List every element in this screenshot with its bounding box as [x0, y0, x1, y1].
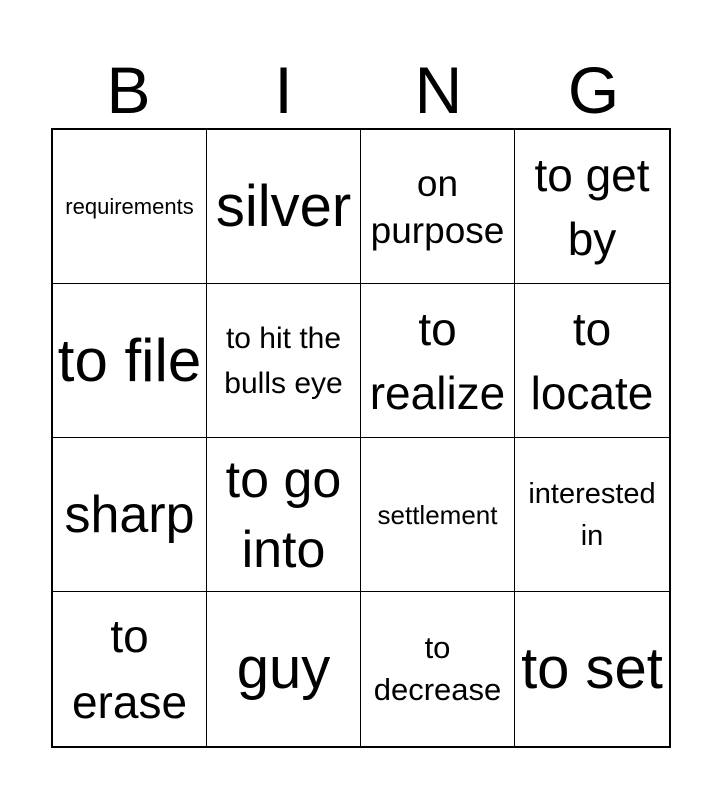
cell-text: to go into — [225, 450, 342, 579]
cell-text: to decrease — [373, 630, 502, 707]
bingo-cell[interactable] — [515, 130, 669, 284]
cell-text: interested in — [528, 477, 656, 552]
bingo-cell[interactable] — [361, 438, 515, 592]
bingo-card-grid — [51, 128, 671, 748]
cell-text: to hit the bulls eye — [224, 321, 343, 400]
cell-text: to locate — [530, 302, 654, 419]
cell-text: on purpose — [370, 162, 505, 251]
bingo-cell[interactable] — [53, 130, 207, 284]
cell-text: to set — [521, 636, 663, 701]
cell-text: silver — [215, 173, 352, 239]
bingo-cell[interactable] — [207, 130, 361, 284]
bingo-cell[interactable] — [361, 592, 515, 746]
bingo-cell[interactable] — [207, 592, 361, 746]
cell-text: sharp — [64, 485, 195, 544]
cell-text: to file — [57, 326, 202, 394]
header-letter-n: N — [414, 53, 463, 127]
bingo-cell[interactable] — [207, 438, 361, 592]
bingo-cell[interactable] — [207, 284, 361, 438]
bingo-cell[interactable] — [53, 284, 207, 438]
cell-text: to realize — [369, 302, 506, 419]
bingo-header — [51, 52, 671, 128]
header-letter-g: G — [567, 53, 620, 127]
bingo-cell[interactable] — [515, 438, 669, 592]
bingo-cell[interactable] — [361, 130, 515, 284]
header-letter-i: I — [274, 53, 293, 127]
bingo-cell[interactable] — [53, 438, 207, 592]
cell-text: guy — [236, 636, 331, 701]
cell-text: requirements — [65, 193, 194, 219]
bingo-cell[interactable] — [515, 592, 669, 746]
bingo-cell[interactable] — [515, 284, 669, 438]
cell-text: to erase — [71, 610, 188, 728]
header-letter-b: B — [106, 53, 151, 127]
cell-text: to get by — [534, 148, 650, 265]
cell-text: settlement — [377, 499, 498, 530]
bingo-cell[interactable] — [53, 592, 207, 746]
bingo-cell[interactable] — [361, 284, 515, 438]
